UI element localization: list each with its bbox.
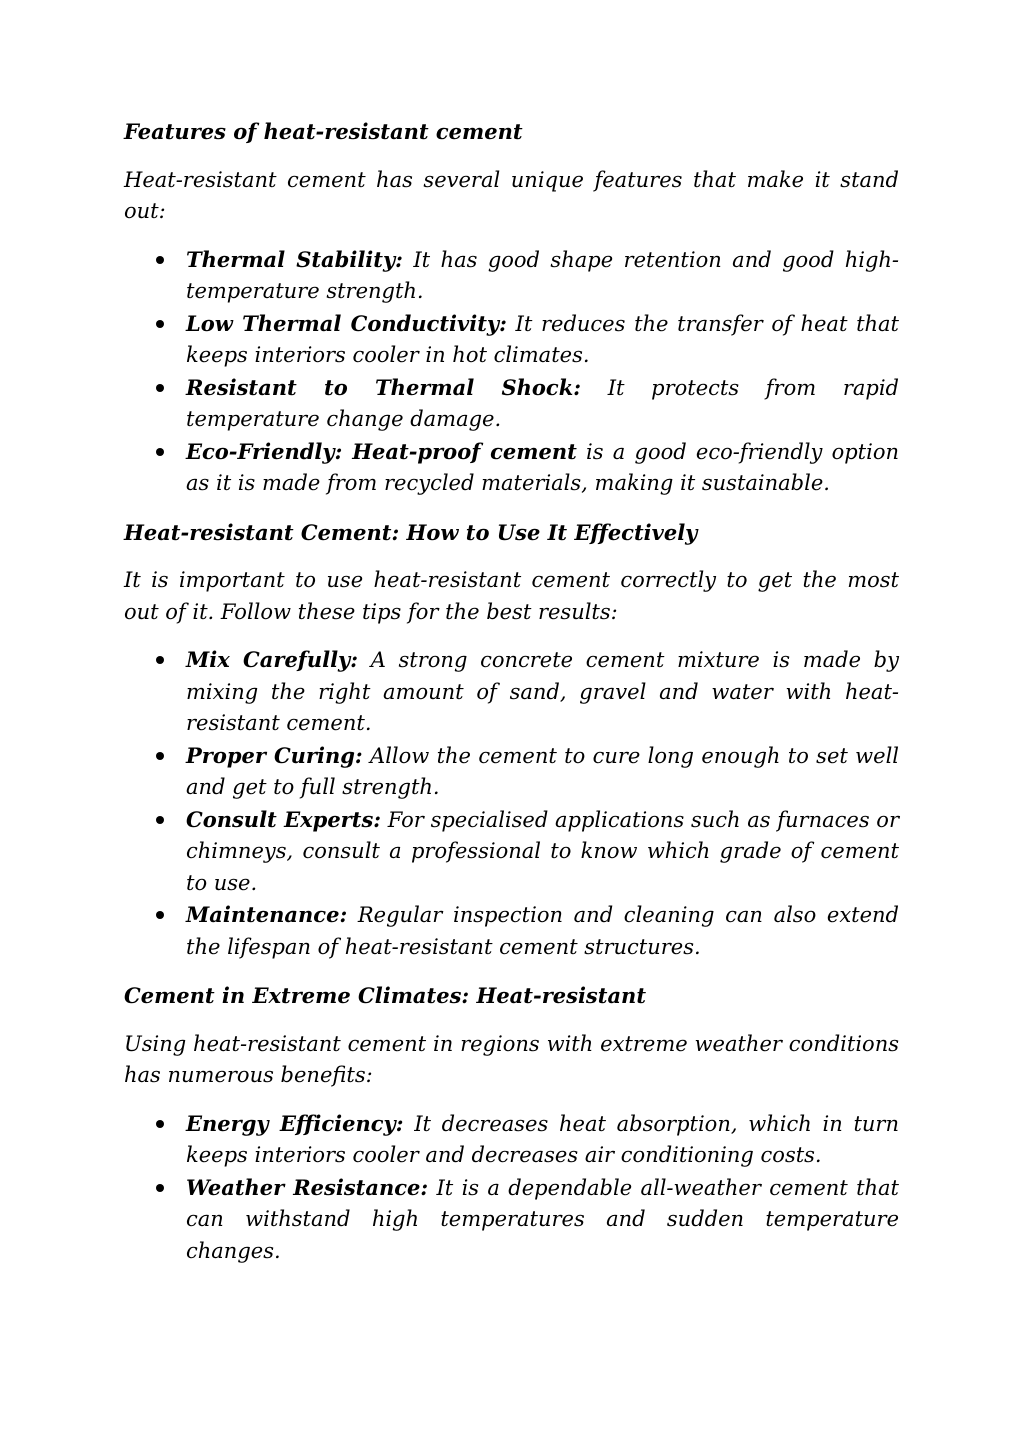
item-term: Maintenance: — [186, 902, 348, 927]
bullet-list — [124, 244, 899, 500]
bullet-icon — [156, 911, 164, 919]
item-text: It reduces the transfer of heat that keeps interiors cooler in hot climates. — [186, 311, 900, 367]
item-term: Proper Curing: — [186, 742, 363, 768]
list-item — [124, 244, 899, 308]
bullet-icon — [156, 1184, 164, 1192]
section-heading: Heat-resistant Cement: How to Use It Effectively — [124, 519, 698, 545]
section-intro: Heat-resistant cement has several unique features that make it stand out: — [124, 167, 899, 223]
section-heading: Cement in Extreme Climates: Heat-resistant — [124, 983, 647, 1008]
item-term: Low Thermal Conductivity: — [186, 310, 507, 336]
item-term: Weather Resistance: — [186, 1174, 429, 1200]
bullet-icon — [156, 384, 164, 392]
section-intro: It is important to use heat-resistant cement correctly to get the most out of it. Follow these tips for the best results: — [124, 568, 899, 624]
item-term: Thermal Stability: — [186, 246, 403, 272]
list-item — [124, 740, 899, 804]
list-item — [124, 436, 899, 500]
bullet-icon — [156, 752, 164, 760]
item-text: A strong concrete cement mixture is made by mixing the right amount of sand, gravel and water with heat-resistant cement. — [186, 648, 899, 735]
item-text: It decreases heat absorption, which in turn keeps interiors cooler and decreases air conditioning costs. — [186, 1111, 899, 1167]
item-term: Consult Experts: — [186, 806, 382, 832]
bullet-icon — [156, 816, 164, 824]
bullet-icon — [156, 448, 164, 456]
item-text: It has good shape retention and good high-temperature strength. — [186, 247, 900, 303]
item-text: It is a dependable all-weather cement that can withstand high temperatures and sudden temperature changes. — [186, 1175, 899, 1263]
bullet-icon — [156, 256, 164, 264]
section-extreme-climates — [124, 980, 899, 1267]
item-term: Resistant to Thermal Shock: — [186, 374, 582, 400]
list-item — [124, 1172, 899, 1268]
bullet-list — [124, 1108, 899, 1268]
section-heading: Features of heat-resistant cement — [124, 119, 523, 144]
item-text: is a good eco-friendly option as it is made from recycled materials, making it sustainable. — [186, 439, 899, 495]
bullet-icon — [156, 1120, 164, 1128]
list-item — [124, 372, 899, 436]
list-item — [124, 804, 899, 900]
item-term: Mix Carefully: — [186, 647, 359, 672]
item-term: Energy Efficiency: — [186, 1110, 404, 1136]
bullet-list — [124, 644, 899, 963]
item-term: Eco-Friendly: Heat-proof cement — [186, 438, 577, 464]
section-intro: Using heat-resistant cement in regions with extreme weather conditions has numerous benefits: — [124, 1031, 899, 1087]
item-text: It protects from rapid temperature change damage. — [186, 375, 899, 431]
bullet-icon — [156, 656, 164, 664]
list-item — [124, 899, 899, 963]
list-item — [124, 644, 899, 740]
list-item — [124, 308, 899, 372]
item-text: Regular inspection and cleaning can also extend the lifespan of heat-resistant cement structures. — [186, 903, 899, 959]
section-features — [124, 116, 899, 500]
document-page — [124, 116, 899, 1284]
list-item — [124, 1108, 899, 1172]
item-text: For specialised applications such as furnaces or chimneys, consult a professional to know which grade of cement to use. — [186, 807, 899, 895]
item-text: Allow the cement to cure long enough to set well and get to full strength. — [186, 743, 900, 799]
bullet-icon — [156, 320, 164, 328]
section-how-to-use — [124, 517, 899, 964]
